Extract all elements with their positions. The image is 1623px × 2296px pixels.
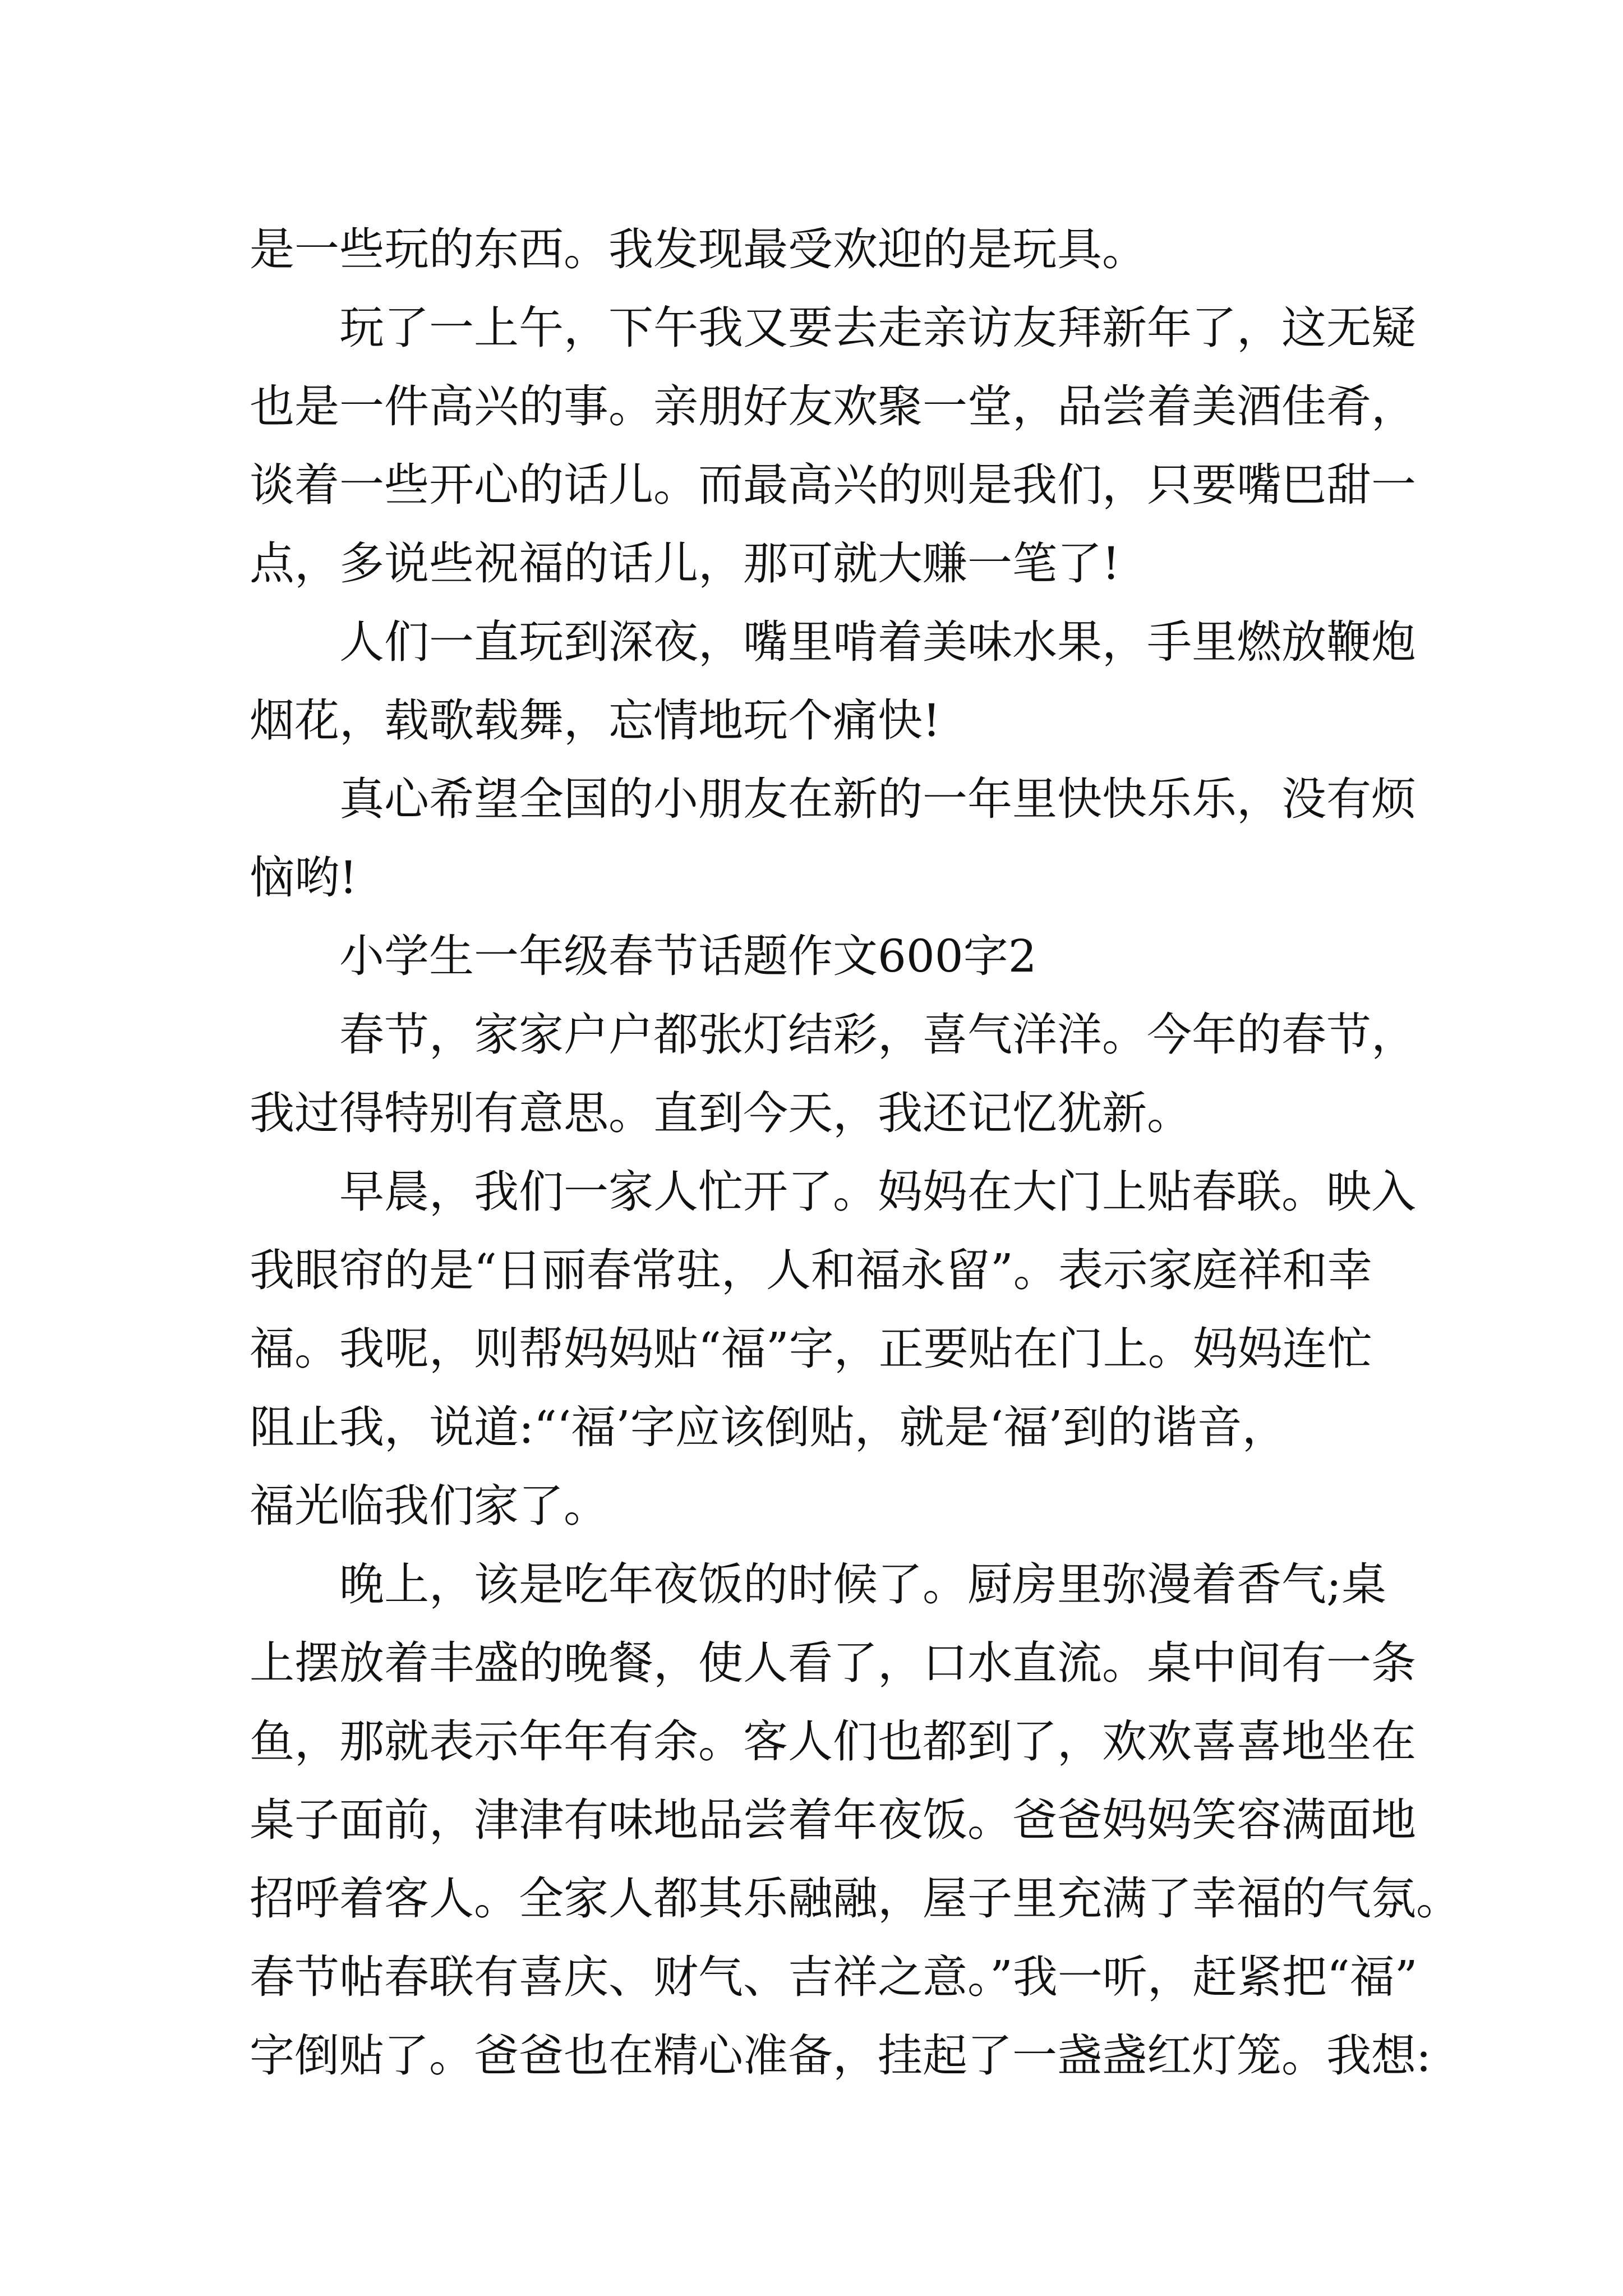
- paragraph-start-line: 春节，家家户户都张灯结彩，喜气洋洋。今年的春节，: [339, 1009, 1416, 1061]
- text-line: 恼哟!: [250, 852, 358, 904]
- text-line: 福光临我们家了。: [250, 1480, 608, 1532]
- text-line: 招呼着客人。全家人都其乐融融，屋子里充满了幸福的气氛。: [250, 1872, 1461, 1925]
- text-line: 是一些玩的东西。我发现最受欢迎的是玩具。: [250, 223, 1147, 275]
- section-title: 小学生一年级春节话题作文600字2: [339, 930, 1037, 982]
- text-line: 我过得特别有意思。直到今天，我还记忆犹新。: [250, 1087, 1192, 1139]
- text-line: 上摆放着丰盛的晚餐，使人看了，口水直流。桌中间有一条: [250, 1637, 1416, 1689]
- text-line: 字倒贴了。爸爸也在精心准备，挂起了一盏盏红灯笼。我想:: [250, 2030, 1431, 2082]
- paragraph-start-line: 晚上，该是吃年夜饭的时候了。厨房里弥漫着香气;桌: [339, 1558, 1386, 1611]
- text-line: 阻止我，说道:“‘福’字应该倒贴，就是‘福’到的谐音，: [250, 1401, 1287, 1453]
- text-line: 烟花，载歌载舞，忘情地玩个痛快!: [250, 694, 941, 747]
- text-line: 福。我呢，则帮妈妈贴“福”字，正要贴在门上。妈妈连忙: [250, 1323, 1372, 1375]
- text-line: 点，多说些祝福的话儿，那可就大赚一笔了!: [250, 537, 1121, 590]
- text-line: 桌子面前，津津有味地品尝着年夜饭。爸爸妈妈笑容满面地: [250, 1794, 1416, 1846]
- paragraph-start-line: 人们一直玩到深夜，嘴里啃着美味水果，手里燃放鞭炮: [339, 616, 1416, 668]
- paragraph-start-line: 玩了一上午，下午我又要去走亲访友拜新年了，这无疑: [339, 302, 1416, 354]
- text-line: 鱼，那就表示年年有余。客人们也都到了，欢欢喜喜地坐在: [250, 1715, 1416, 1768]
- text-line: 我眼帘的是“日丽春常驻，人和福永留”。表示家庭祥和幸: [250, 1244, 1372, 1296]
- text-line: 也是一件高兴的事。亲朋好友欢聚一堂，品尝着美酒佳肴，: [250, 380, 1416, 432]
- paragraph-start-line: 早晨，我们一家人忙开了。妈妈在大门上贴春联。映入: [339, 1166, 1416, 1218]
- text-line: 春节帖春联有喜庆、财气、吉祥之意。”我一听，赶紧把“福”: [250, 1951, 1418, 2003]
- paragraph-start-line: 真心希望全国的小朋友在新的一年里快快乐乐，没有烦: [339, 773, 1416, 825]
- text-line: 谈着一些开心的话儿。而最高兴的则是我们，只要嘴巴甜一: [250, 459, 1416, 511]
